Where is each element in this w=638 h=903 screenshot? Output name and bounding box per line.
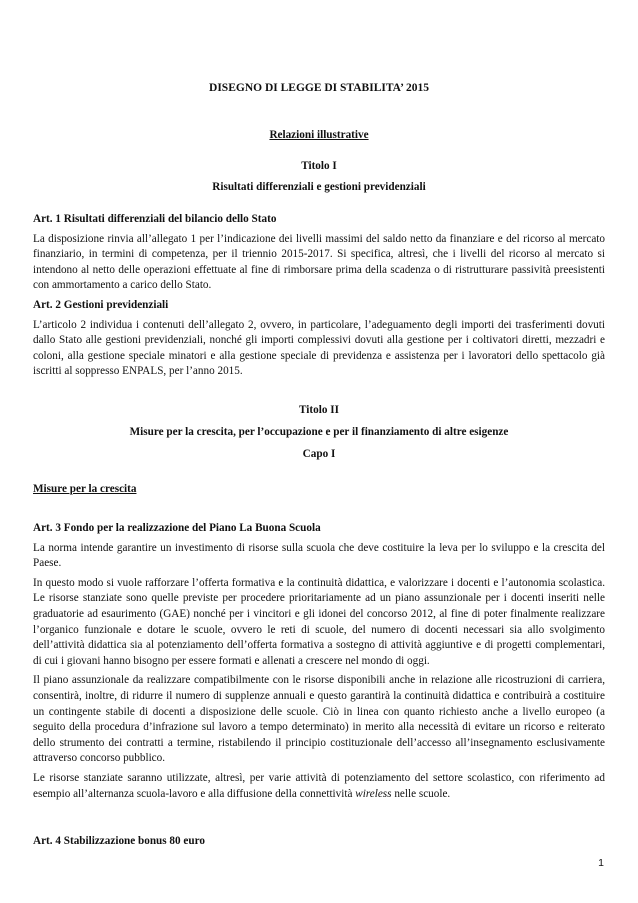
art-3-paragraph-4 — [33, 771, 605, 802]
art-3-p4-end: nelle scuole. — [391, 787, 451, 800]
art-3-heading: Art. 3 Fondo per la realizzazione del Piano La Buona Scuola — [33, 522, 321, 534]
document-subtitle: Relazioni illustrative — [269, 129, 369, 141]
art-2-heading: Art. 2 Gestioni previdenziali — [33, 298, 169, 311]
section-art-1-2 — [33, 212, 605, 380]
section-misure — [33, 482, 605, 498]
art-3-p4-text: Le risorse stanziate saranno utilizzate, altresì, per varie attività di potenziamento del settore scolastico, con riferimento ad esempio all’alternanza scuola-lavoro e alla diffusione della connettività — [33, 771, 605, 800]
art-3-paragraph-2: In questo modo si vuole rafforzare l’offerta formativa e la continuità didattica, e valorizzare i docenti e l’autonomia scolastica. Le risorse stanziate sono quelle previste per procedere prioritariamente ad un piano assunzionale per i docenti inseriti nelle graduatorie ad esaurimento (GAE) nonché per i vincitori e gli idonei del concorso 2012, al fine di poter finalmente realizzare l’organico funzionale e dotare le scuole, ovvero le reti di scuole, del numero di docenti necessari sia allo svolgimento dell’attività didattica sia al potenziamento dell’offerta formativa a sostegno di attività aggiuntive e di progetti complementari, di cui i giovani hanno bisogno per essere formati e allenati a crescere nel mondo di oggi. — [33, 576, 605, 667]
art-3-paragraph-1: La norma intende garantire un investimento di risorse sulla scuola che deve costituire la leva per lo sviluppo e la crescita del Paese. — [33, 541, 605, 570]
art-4-heading: Art. 4 Stabilizzazione bonus 80 euro — [33, 835, 205, 847]
art-1-text: La disposizione rinvia all’allegato 1 per l’indicazione dei livelli massimi del saldo netto da finanziare e del ricorso al mercato finanziario, in termini di competenza, per il triennio 2015-2017. Si specifica, altresì, che i livelli del ricorso al mercato si intendono al netto delle operazioni effettuate al fine di rimborsare prima della scadenza o di ristrutturare passività preesistenti con ammortamento a carico dello Stato. — [33, 232, 605, 292]
misure-heading: Misure per la crescita — [33, 483, 137, 495]
titolo-2-label: Titolo II — [299, 404, 339, 416]
art-2-text: L’articolo 2 individua i contenuti dell’allegato 2, ovvero, in particolare, l’adeguamento degli importi dei trasferimenti dovuti dallo Stato alle gestioni previdenziali, nonché gli importi complessivi dovuti alla gestione per i coltivatori diretti, mezzadri e coloni, alla gestione speciale minatori e alla gestione speciale di previdenza e assistenza per i lavoratori dello spettacolo già iscritti al soppresso ENPALS, per l’anno 2015. — [33, 318, 605, 378]
titolo-1-label: Titolo I — [301, 160, 337, 172]
capo-1-label: Capo I — [302, 448, 336, 460]
art-3-paragraph-3: Il piano assunzionale da realizzare compatibilmente con le risorse disponibili anche in relazione alle ricostruzioni di carriera, consentirà, inoltre, di ridurre il numero di supplenze annuali e questo garantirà la continuità didattica e contribuirà a costituire un contingente stabile di docenti a disposizione delle scuole. Ciò in linea con quanto richiesto anche a livello europeo (a seguito della procedura d’infrazione sul lavoro a tempo determinato) in merito alla necessità di evitare un ricorso e reiterato dello strumento dei contratti a termine, ristabilendo il principio costituzionale dell’accesso all’insegnamento esclusivamente attraverso concorso pubblico. — [33, 674, 605, 765]
section-art-4 — [33, 834, 605, 850]
wireless-term: wireless — [355, 787, 392, 800]
titolo-1-heading: Risultati differenziali e gestioni previdenziali — [212, 181, 426, 193]
section-art-3 — [33, 521, 605, 802]
art-1-heading: Art. 1 Risultati differenziali del bilancio dello Stato — [33, 213, 277, 225]
page-number: 1 — [598, 857, 604, 869]
document-title: DISEGNO DI LEGGE DI STABILITA’ 2015 — [209, 82, 429, 94]
titolo-2-heading: Misure per la crescita, per l’occupazione e per il finanziamento di altre esigenze — [129, 426, 509, 438]
